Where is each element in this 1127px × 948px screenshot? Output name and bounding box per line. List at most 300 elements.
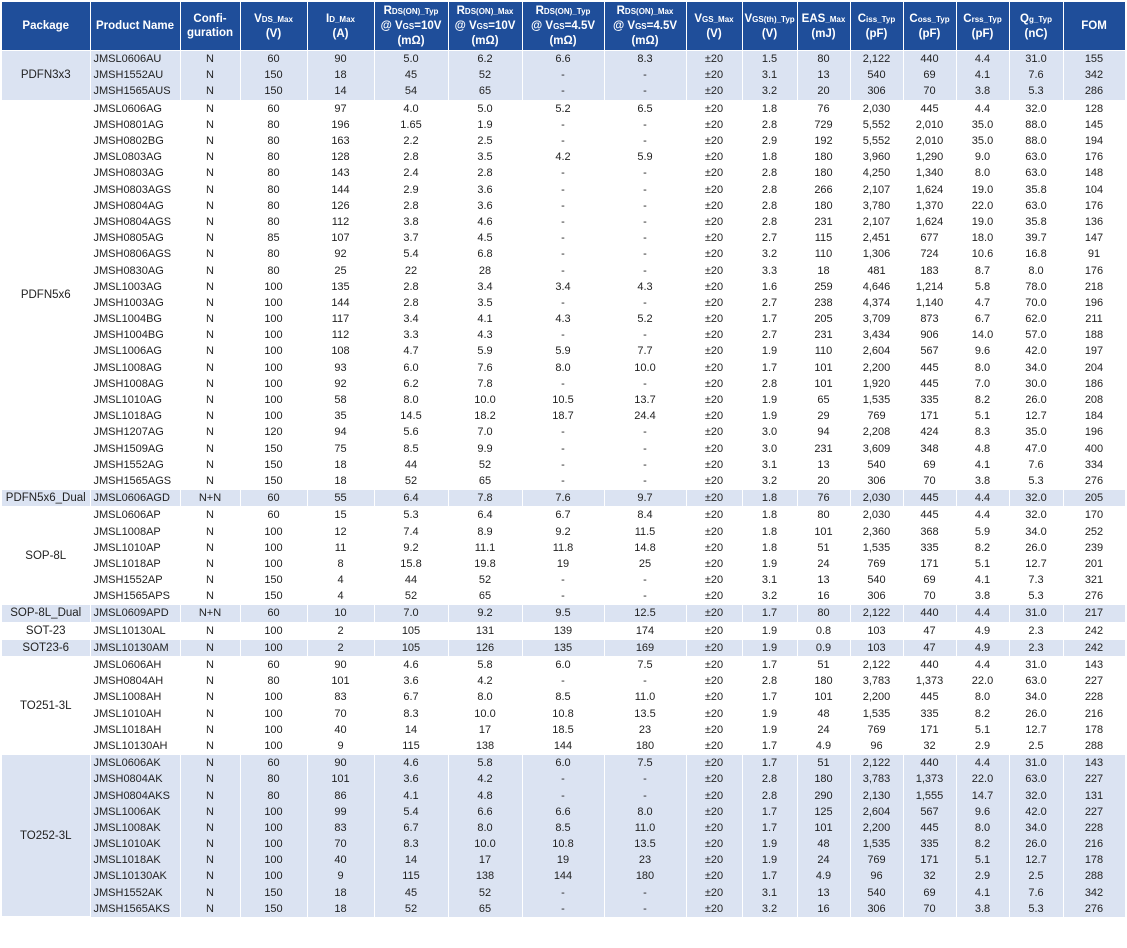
mosfet-spec-table xyxy=(2,2,1126,917)
crss-typ-cell: 4.4 xyxy=(956,656,1009,673)
product-name-cell: JMSH1004BG xyxy=(90,327,180,343)
rds-max-4v5-cell: 11.0 xyxy=(604,689,686,705)
header-coss-typ: Coss_Typ (pF) xyxy=(903,2,956,51)
configuration-cell: N xyxy=(180,523,240,539)
id-max-cell: 4 xyxy=(307,572,374,588)
vgs-th-typ-cell: 1.6 xyxy=(742,279,797,295)
ciss-typ-cell: 306 xyxy=(850,901,903,917)
table-row xyxy=(2,311,1125,327)
table-row xyxy=(2,67,1125,83)
crss-typ-cell: 4.7 xyxy=(956,295,1009,311)
vgs-th-typ-cell: 1.7 xyxy=(742,820,797,836)
qg-typ-cell: 12.7 xyxy=(1009,852,1063,868)
product-name-cell: JMSH1565APS xyxy=(90,588,180,605)
crss-typ-cell: 22.0 xyxy=(956,673,1009,689)
vgs-th-typ-cell: 2.8 xyxy=(742,198,797,214)
vgs-max-cell: ±20 xyxy=(686,424,742,440)
product-name-cell: JMSL0606AG xyxy=(90,100,180,117)
crss-typ-cell: 4.1 xyxy=(956,572,1009,588)
rds-typ-10v-cell: 7.4 xyxy=(374,523,448,539)
rds-typ-4v5-cell: 19 xyxy=(522,556,604,572)
rds-max-4v5-cell: 8.3 xyxy=(604,51,686,68)
vds-max-cell: 100 xyxy=(240,639,307,656)
package-cell: SOT23-6 xyxy=(2,639,90,656)
rds-max-10v-cell: 3.5 xyxy=(448,295,522,311)
vgs-th-typ-cell: 1.8 xyxy=(742,149,797,165)
vgs-th-typ-cell: 2.8 xyxy=(742,117,797,133)
fom-cell: 342 xyxy=(1063,67,1125,83)
configuration-cell: N xyxy=(180,656,240,673)
fom-cell: 186 xyxy=(1063,376,1125,392)
rds-typ-4v5-cell: - xyxy=(522,83,604,100)
qg-typ-cell: 47.0 xyxy=(1009,441,1063,457)
rds-max-10v-cell: 10.0 xyxy=(448,392,522,408)
product-name-cell: JMSH1565AUS xyxy=(90,83,180,100)
vgs-max-cell: ±20 xyxy=(686,279,742,295)
vgs-th-typ-cell: 3.1 xyxy=(742,572,797,588)
rds-typ-10v-cell: 14 xyxy=(374,852,448,868)
id-max-cell: 83 xyxy=(307,820,374,836)
vds-max-cell: 100 xyxy=(240,408,307,424)
rds-max-10v-cell: 4.8 xyxy=(448,787,522,803)
table-row xyxy=(2,901,1125,917)
table-row xyxy=(2,262,1125,278)
ciss-typ-cell: 2,451 xyxy=(850,230,903,246)
rds-typ-10v-cell: 52 xyxy=(374,588,448,605)
fom-cell: 252 xyxy=(1063,523,1125,539)
rds-typ-10v-cell: 6.4 xyxy=(374,490,448,507)
rds-typ-10v-cell: 4.1 xyxy=(374,787,448,803)
product-name-cell: JMSL0609APD xyxy=(90,605,180,622)
coss-typ-cell: 1,340 xyxy=(903,165,956,181)
qg-typ-cell: 7.6 xyxy=(1009,67,1063,83)
configuration-cell: N xyxy=(180,457,240,473)
configuration-cell: N xyxy=(180,572,240,588)
rds-typ-10v-cell: 15.8 xyxy=(374,556,448,572)
rds-max-4v5-cell: - xyxy=(604,262,686,278)
fom-cell: 197 xyxy=(1063,343,1125,359)
rds-typ-10v-cell: 44 xyxy=(374,457,448,473)
configuration-cell: N xyxy=(180,408,240,424)
configuration-cell: N xyxy=(180,771,240,787)
eas-max-cell: 65 xyxy=(797,392,850,408)
coss-typ-cell: 424 xyxy=(903,424,956,440)
rds-typ-10v-cell: 6.2 xyxy=(374,376,448,392)
coss-typ-cell: 445 xyxy=(903,100,956,117)
vds-max-cell: 150 xyxy=(240,473,307,490)
coss-typ-cell: 1,624 xyxy=(903,214,956,230)
crss-typ-cell: 3.8 xyxy=(956,83,1009,100)
vgs-th-typ-cell: 3.2 xyxy=(742,473,797,490)
rds-typ-4v5-cell: 8.5 xyxy=(522,820,604,836)
header-rds-max-4v5: RDS(ON)_Max @ VGS=4.5V (mΩ) xyxy=(604,2,686,51)
header-rds-typ-10v: RDS(ON)_Typ @ VGS=10V (mΩ) xyxy=(374,2,448,51)
vgs-max-cell: ±20 xyxy=(686,605,742,622)
configuration-cell: N xyxy=(180,165,240,181)
rds-max-10v-cell: 17 xyxy=(448,852,522,868)
qg-typ-cell: 7.6 xyxy=(1009,885,1063,901)
vgs-max-cell: ±20 xyxy=(686,133,742,149)
vgs-max-cell: ±20 xyxy=(686,198,742,214)
eas-max-cell: 4.9 xyxy=(797,868,850,884)
product-name-cell: JMSL1010AK xyxy=(90,836,180,852)
fom-cell: 201 xyxy=(1063,556,1125,572)
fom-cell: 145 xyxy=(1063,117,1125,133)
ciss-typ-cell: 2,030 xyxy=(850,507,903,524)
header-qg-typ: Qg_Typ (nC) xyxy=(1009,2,1063,51)
vds-max-cell: 150 xyxy=(240,83,307,100)
vds-max-cell: 150 xyxy=(240,67,307,83)
qg-typ-cell: 35.8 xyxy=(1009,182,1063,198)
rds-typ-4v5-cell: - xyxy=(522,67,604,83)
vds-max-cell: 80 xyxy=(240,214,307,230)
eas-max-cell: 115 xyxy=(797,230,850,246)
rds-max-10v-cell: 65 xyxy=(448,588,522,605)
rds-max-10v-cell: 19.8 xyxy=(448,556,522,572)
rds-typ-10v-cell: 105 xyxy=(374,639,448,656)
vds-max-cell: 100 xyxy=(240,360,307,376)
crss-typ-cell: 8.3 xyxy=(956,424,1009,440)
vgs-max-cell: ±20 xyxy=(686,885,742,901)
id-max-cell: 58 xyxy=(307,392,374,408)
ciss-typ-cell: 769 xyxy=(850,408,903,424)
qg-typ-cell: 31.0 xyxy=(1009,51,1063,68)
fom-cell: 176 xyxy=(1063,262,1125,278)
rds-max-4v5-cell: - xyxy=(604,214,686,230)
crss-typ-cell: 4.9 xyxy=(956,639,1009,656)
rds-max-4v5-cell: 8.0 xyxy=(604,804,686,820)
rds-typ-10v-cell: 2.8 xyxy=(374,149,448,165)
qg-typ-cell: 39.7 xyxy=(1009,230,1063,246)
rds-max-4v5-cell: - xyxy=(604,246,686,262)
rds-typ-10v-cell: 3.3 xyxy=(374,327,448,343)
eas-max-cell: 101 xyxy=(797,360,850,376)
eas-max-cell: 51 xyxy=(797,755,850,772)
ciss-typ-cell: 769 xyxy=(850,722,903,738)
configuration-cell: N xyxy=(180,622,240,639)
rds-max-4v5-cell: 5.2 xyxy=(604,311,686,327)
coss-typ-cell: 335 xyxy=(903,836,956,852)
rds-max-10v-cell: 5.9 xyxy=(448,343,522,359)
coss-typ-cell: 32 xyxy=(903,868,956,884)
rds-max-4v5-cell: - xyxy=(604,901,686,917)
header-rds-typ-4v5: RDS(ON)_Typ @ VGS=4.5V (mΩ) xyxy=(522,2,604,51)
table-row xyxy=(2,787,1125,803)
eas-max-cell: 290 xyxy=(797,787,850,803)
coss-typ-cell: 1,555 xyxy=(903,787,956,803)
fom-cell: 176 xyxy=(1063,149,1125,165)
rds-max-10v-cell: 4.2 xyxy=(448,673,522,689)
vgs-th-typ-cell: 1.9 xyxy=(742,343,797,359)
rds-typ-10v-cell: 52 xyxy=(374,473,448,490)
vds-max-cell: 60 xyxy=(240,100,307,117)
configuration-cell: N xyxy=(180,738,240,755)
fom-cell: 196 xyxy=(1063,424,1125,440)
rds-typ-4v5-cell: - xyxy=(522,673,604,689)
eas-max-cell: 231 xyxy=(797,441,850,457)
vds-max-cell: 60 xyxy=(240,755,307,772)
rds-typ-10v-cell: 22 xyxy=(374,262,448,278)
fom-cell: 288 xyxy=(1063,868,1125,884)
vgs-th-typ-cell: 2.8 xyxy=(742,214,797,230)
crss-typ-cell: 9.0 xyxy=(956,149,1009,165)
eas-max-cell: 20 xyxy=(797,473,850,490)
qg-typ-cell: 2.3 xyxy=(1009,622,1063,639)
table-row xyxy=(2,556,1125,572)
rds-typ-4v5-cell: 3.4 xyxy=(522,279,604,295)
eas-max-cell: 238 xyxy=(797,295,850,311)
id-max-cell: 97 xyxy=(307,100,374,117)
header-eas-max: EAS_Max (mJ) xyxy=(797,2,850,51)
coss-typ-cell: 171 xyxy=(903,408,956,424)
rds-typ-4v5-cell: 7.6 xyxy=(522,490,604,507)
vgs-th-typ-cell: 3.1 xyxy=(742,885,797,901)
package-cell: SOP-8L_Dual xyxy=(2,605,90,622)
ciss-typ-cell: 540 xyxy=(850,572,903,588)
rds-typ-10v-cell: 6.7 xyxy=(374,689,448,705)
vds-max-cell: 100 xyxy=(240,343,307,359)
ciss-typ-cell: 5,552 xyxy=(850,133,903,149)
rds-max-4v5-cell: 6.5 xyxy=(604,100,686,117)
ciss-typ-cell: 2,107 xyxy=(850,182,903,198)
fom-cell: 276 xyxy=(1063,588,1125,605)
rds-max-10v-cell: 131 xyxy=(448,622,522,639)
id-max-cell: 135 xyxy=(307,279,374,295)
product-name-cell: JMSL10130AM xyxy=(90,639,180,656)
ciss-typ-cell: 2,122 xyxy=(850,605,903,622)
qg-typ-cell: 63.0 xyxy=(1009,198,1063,214)
id-max-cell: 18 xyxy=(307,901,374,917)
vds-max-cell: 80 xyxy=(240,787,307,803)
fom-cell: 194 xyxy=(1063,133,1125,149)
vds-max-cell: 100 xyxy=(240,376,307,392)
eas-max-cell: 101 xyxy=(797,820,850,836)
rds-typ-4v5-cell: - xyxy=(522,165,604,181)
configuration-cell: N xyxy=(180,67,240,83)
vgs-max-cell: ±20 xyxy=(686,722,742,738)
rds-typ-4v5-cell: - xyxy=(522,198,604,214)
eas-max-cell: 13 xyxy=(797,457,850,473)
rds-typ-10v-cell: 9.2 xyxy=(374,540,448,556)
rds-typ-10v-cell: 105 xyxy=(374,622,448,639)
rds-typ-4v5-cell: 10.5 xyxy=(522,392,604,408)
rds-typ-4v5-cell: 6.0 xyxy=(522,755,604,772)
id-max-cell: 10 xyxy=(307,605,374,622)
vgs-th-typ-cell: 2.8 xyxy=(742,771,797,787)
qg-typ-cell: 7.6 xyxy=(1009,457,1063,473)
rds-max-4v5-cell: 8.4 xyxy=(604,507,686,524)
rds-typ-10v-cell: 5.0 xyxy=(374,51,448,68)
fom-cell: 128 xyxy=(1063,100,1125,117)
fom-cell: 286 xyxy=(1063,83,1125,100)
eas-max-cell: 180 xyxy=(797,771,850,787)
coss-typ-cell: 70 xyxy=(903,473,956,490)
rds-typ-10v-cell: 5.3 xyxy=(374,507,448,524)
rds-max-10v-cell: 4.1 xyxy=(448,311,522,327)
vgs-th-typ-cell: 3.2 xyxy=(742,83,797,100)
vgs-max-cell: ±20 xyxy=(686,804,742,820)
vgs-max-cell: ±20 xyxy=(686,83,742,100)
coss-typ-cell: 567 xyxy=(903,343,956,359)
id-max-cell: 94 xyxy=(307,424,374,440)
qg-typ-cell: 35.0 xyxy=(1009,424,1063,440)
product-name-cell: JMSL1008AH xyxy=(90,689,180,705)
vds-max-cell: 100 xyxy=(240,689,307,705)
vgs-max-cell: ±20 xyxy=(686,343,742,359)
coss-typ-cell: 70 xyxy=(903,901,956,917)
rds-typ-10v-cell: 1.65 xyxy=(374,117,448,133)
qg-typ-cell: 8.0 xyxy=(1009,262,1063,278)
ciss-typ-cell: 3,609 xyxy=(850,441,903,457)
rds-max-4v5-cell: 13.5 xyxy=(604,706,686,722)
rds-typ-10v-cell: 8.5 xyxy=(374,441,448,457)
rds-max-4v5-cell: - xyxy=(604,673,686,689)
eas-max-cell: 24 xyxy=(797,722,850,738)
fom-cell: 196 xyxy=(1063,295,1125,311)
qg-typ-cell: 26.0 xyxy=(1009,836,1063,852)
configuration-cell: N+N xyxy=(180,490,240,507)
vgs-max-cell: ±20 xyxy=(686,540,742,556)
configuration-cell: N xyxy=(180,100,240,117)
configuration-cell: N xyxy=(180,392,240,408)
fom-cell: 242 xyxy=(1063,639,1125,656)
table-row xyxy=(2,523,1125,539)
rds-max-10v-cell: 7.0 xyxy=(448,424,522,440)
rds-typ-4v5-cell: 8.5 xyxy=(522,689,604,705)
product-name-cell: JMSH0801AG xyxy=(90,117,180,133)
id-max-cell: 75 xyxy=(307,441,374,457)
qg-typ-cell: 26.0 xyxy=(1009,392,1063,408)
product-name-cell: JMSL1018AH xyxy=(90,722,180,738)
vgs-th-typ-cell: 2.8 xyxy=(742,787,797,803)
product-name-cell: JMSL1008AK xyxy=(90,820,180,836)
ciss-typ-cell: 3,780 xyxy=(850,198,903,214)
id-max-cell: 25 xyxy=(307,262,374,278)
fom-cell: 178 xyxy=(1063,722,1125,738)
rds-max-4v5-cell: 174 xyxy=(604,622,686,639)
coss-typ-cell: 171 xyxy=(903,722,956,738)
rds-max-10v-cell: 5.0 xyxy=(448,100,522,117)
rds-max-10v-cell: 2.5 xyxy=(448,133,522,149)
product-name-cell: JMSH1565AGS xyxy=(90,473,180,490)
rds-max-4v5-cell: - xyxy=(604,457,686,473)
rds-typ-10v-cell: 5.4 xyxy=(374,246,448,262)
fom-cell: 143 xyxy=(1063,656,1125,673)
qg-typ-cell: 31.0 xyxy=(1009,755,1063,772)
coss-typ-cell: 70 xyxy=(903,83,956,100)
eas-max-cell: 231 xyxy=(797,214,850,230)
vgs-max-cell: ±20 xyxy=(686,490,742,507)
qg-typ-cell: 31.0 xyxy=(1009,605,1063,622)
vds-max-cell: 60 xyxy=(240,51,307,68)
ciss-typ-cell: 1,535 xyxy=(850,540,903,556)
table-row xyxy=(2,295,1125,311)
vgs-th-typ-cell: 2.7 xyxy=(742,230,797,246)
vds-max-cell: 150 xyxy=(240,572,307,588)
vds-max-cell: 120 xyxy=(240,424,307,440)
rds-max-4v5-cell: - xyxy=(604,376,686,392)
eas-max-cell: 231 xyxy=(797,327,850,343)
vgs-th-typ-cell: 1.5 xyxy=(742,51,797,68)
id-max-cell: 70 xyxy=(307,836,374,852)
configuration-cell: N xyxy=(180,198,240,214)
id-max-cell: 40 xyxy=(307,852,374,868)
id-max-cell: 55 xyxy=(307,490,374,507)
rds-max-10v-cell: 2.8 xyxy=(448,165,522,181)
crss-typ-cell: 9.6 xyxy=(956,804,1009,820)
rds-typ-10v-cell: 7.0 xyxy=(374,605,448,622)
crss-typ-cell: 8.2 xyxy=(956,836,1009,852)
rds-max-10v-cell: 17 xyxy=(448,722,522,738)
vds-max-cell: 100 xyxy=(240,523,307,539)
fom-cell: 216 xyxy=(1063,706,1125,722)
rds-max-4v5-cell: - xyxy=(604,67,686,83)
qg-typ-cell: 88.0 xyxy=(1009,117,1063,133)
vgs-max-cell: ±20 xyxy=(686,588,742,605)
coss-typ-cell: 1,214 xyxy=(903,279,956,295)
ciss-typ-cell: 96 xyxy=(850,738,903,755)
id-max-cell: 2 xyxy=(307,622,374,639)
rds-typ-4v5-cell: - xyxy=(522,230,604,246)
id-max-cell: 12 xyxy=(307,523,374,539)
ciss-typ-cell: 3,434 xyxy=(850,327,903,343)
rds-max-10v-cell: 4.2 xyxy=(448,771,522,787)
eas-max-cell: 729 xyxy=(797,117,850,133)
eas-max-cell: 205 xyxy=(797,311,850,327)
qg-typ-cell: 88.0 xyxy=(1009,133,1063,149)
ciss-typ-cell: 1,535 xyxy=(850,392,903,408)
rds-max-4v5-cell: 7.5 xyxy=(604,656,686,673)
rds-typ-10v-cell: 8.0 xyxy=(374,392,448,408)
product-name-cell: JMSH0802BG xyxy=(90,133,180,149)
rds-typ-4v5-cell: - xyxy=(522,133,604,149)
vgs-max-cell: ±20 xyxy=(686,262,742,278)
vgs-max-cell: ±20 xyxy=(686,901,742,917)
vds-max-cell: 80 xyxy=(240,246,307,262)
vgs-th-typ-cell: 3.0 xyxy=(742,441,797,457)
vgs-max-cell: ±20 xyxy=(686,165,742,181)
table-row xyxy=(2,639,1125,656)
qg-typ-cell: 32.0 xyxy=(1009,100,1063,117)
fom-cell: 276 xyxy=(1063,901,1125,917)
vgs-max-cell: ±20 xyxy=(686,376,742,392)
vgs-max-cell: ±20 xyxy=(686,556,742,572)
rds-max-4v5-cell: - xyxy=(604,771,686,787)
vgs-max-cell: ±20 xyxy=(686,738,742,755)
table-row xyxy=(2,885,1125,901)
eas-max-cell: 110 xyxy=(797,343,850,359)
table-row xyxy=(2,214,1125,230)
rds-typ-4v5-cell: - xyxy=(522,327,604,343)
vds-max-cell: 60 xyxy=(240,490,307,507)
rds-max-10v-cell: 7.6 xyxy=(448,360,522,376)
ciss-typ-cell: 2,604 xyxy=(850,804,903,820)
product-name-cell: JMSH1552AG xyxy=(90,457,180,473)
table-row xyxy=(2,540,1125,556)
product-name-cell: JMSH1552AK xyxy=(90,885,180,901)
qg-typ-cell: 70.0 xyxy=(1009,295,1063,311)
table-row xyxy=(2,182,1125,198)
product-name-cell: JMSH1565AKS xyxy=(90,901,180,917)
rds-typ-10v-cell: 52 xyxy=(374,901,448,917)
rds-typ-4v5-cell: 139 xyxy=(522,622,604,639)
rds-typ-4v5-cell: 11.8 xyxy=(522,540,604,556)
qg-typ-cell: 2.5 xyxy=(1009,868,1063,884)
eas-max-cell: 94 xyxy=(797,424,850,440)
header-fom: FOM xyxy=(1063,2,1125,51)
rds-typ-4v5-cell: 9.2 xyxy=(522,523,604,539)
vgs-max-cell: ±20 xyxy=(686,51,742,68)
